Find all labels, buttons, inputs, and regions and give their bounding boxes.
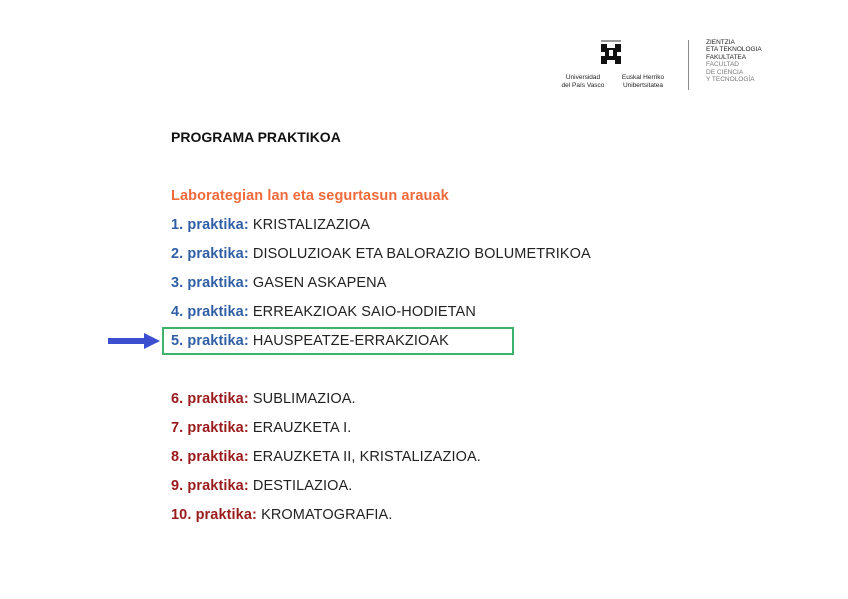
practical-label: 10. praktika: [171,507,257,523]
practical-text: HAUSPEATZE-ERRAKZIOAK [252,333,449,349]
university-name-es [555,74,611,89]
safety-rules-heading: Laborategian lan eta segurtasun arauak [171,188,449,204]
practical-item-6 [171,391,356,407]
practical-item-7 [171,420,351,436]
university-name-es-line2: del País Vasco [561,81,605,89]
university-name-eu-line2: Unibertsitatea [622,81,664,89]
practical-text: GASEN ASKAPENA [252,275,387,291]
arrow-right-icon [108,333,160,349]
practical-text: DISOLUZIOAK ETA BALORAZIO BOLUMETRIKOA [252,246,591,262]
practical-text: ERAUZKETA II, KRISTALIZAZIOA. [252,449,481,465]
practical-text: KRISTALIZAZIOA [252,217,371,233]
practical-label: 1. praktika: [171,217,249,233]
university-name-eu [615,74,671,89]
faculty-eu-line3: FAKULTATEA [706,53,747,61]
practical-label: 8. praktika: [171,449,249,465]
practical-item-8 [171,449,481,465]
university-logo-block [555,36,795,96]
faculty-eu-line2: ETA TEKNOLOGIA [706,46,762,54]
practical-label: 2. praktika: [171,246,249,262]
practical-label: 9. praktika: [171,478,249,494]
practical-item-2 [171,246,591,262]
practical-label: 3. praktika: [171,275,249,291]
practical-label: 4. praktika: [171,304,249,320]
practical-label: 7. praktika: [171,420,249,436]
practical-text: SUBLIMAZIOA. [252,391,356,407]
practical-label: 5. praktika: [171,333,249,349]
practical-label: 6. praktika: [171,391,249,407]
logo-divider [688,40,689,90]
faculty-name [706,39,762,83]
university-name-es-line1: Universidad [565,74,601,81]
practical-text: ERREAKZIOAK SAIO-HODIETAN [252,304,476,320]
practical-item-3 [171,275,386,291]
practical-text: DESTILAZIOA. [252,478,353,494]
practical-text: KROMATOGRAFIA. [261,507,393,523]
university-name-eu-line1: Euskal Herriko [621,74,665,81]
practical-item-5 [171,333,449,349]
faculty-es-line1: FACULTAD [706,61,739,69]
faculty-es-line2: DE CIENCIA [706,68,744,76]
practical-item-10 [171,507,392,523]
practical-text: ERAUZKETA I. [252,420,352,436]
university-shield-logo-icon [595,40,627,68]
faculty-es-line3: Y TECNOLOGÍA [706,76,755,84]
practical-item-9 [171,478,352,494]
practical-item-4 [171,304,476,320]
page-title: PROGRAMA PRAKTIKOA [171,129,341,145]
practical-item-1 [171,217,370,233]
faculty-eu-line1: ZIENTZIA [706,39,735,46]
